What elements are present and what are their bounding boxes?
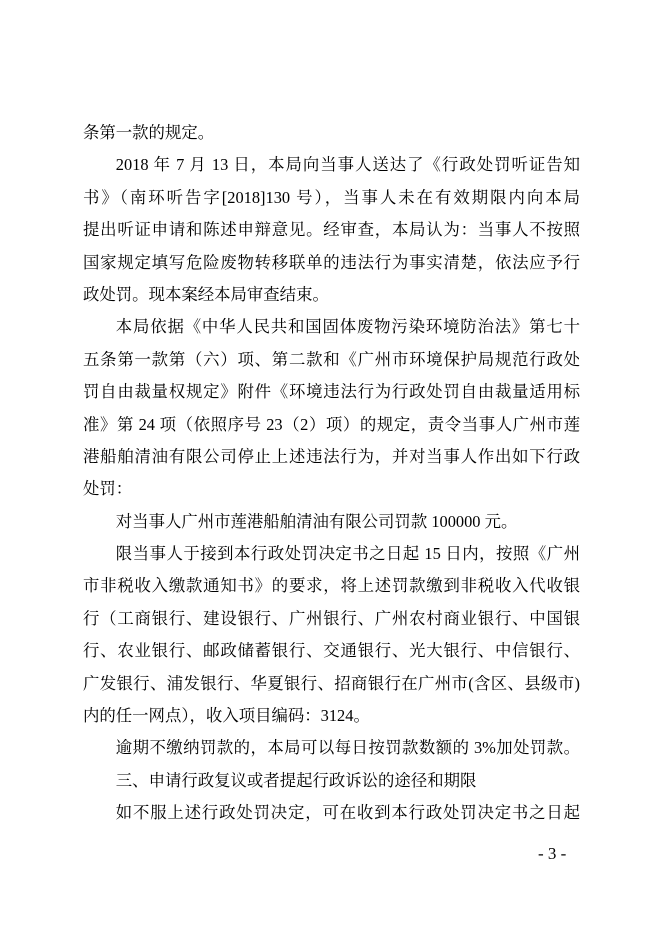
text-line: 罚自由裁量权规定》附件《环境违法行为行政处罚自由裁量适用标 (83, 382, 580, 402)
text-line: 三、申请行政复议或者提起行政诉讼的途径和期限 (115, 770, 477, 790)
text-line: 本局依据《中华人民共和国固体废物污染环境防治法》第七十 (115, 317, 580, 337)
text-line: 书》（南环听告字[2018]130 号），当事人未在有效期限内向本局 (83, 187, 580, 207)
paragraph (83, 117, 580, 149)
text-line: 港船舶清油有限公司停止上述违法行为，并对当事人作出如下行政 (83, 446, 580, 466)
text-line: 行、农业银行、邮政储蓄银行、交通银行、光大银行、中信银行、 (83, 641, 580, 661)
text-line: 广发银行、浦发银行、华夏银行、招商银行在广州市(含区、县级市) (83, 673, 580, 693)
text-line: 行（工商银行、建设银行、广州银行、广州农村商业银行、中国银 (83, 608, 580, 628)
text-line: 条第一款的规定。 (83, 123, 215, 142)
paragraph (83, 732, 580, 764)
text-line: 五条第一款第（六）项、第二款和《广州市环境保护局规范行政处 (83, 349, 580, 369)
page-number: - 3 - (538, 844, 567, 863)
section-heading (83, 765, 580, 797)
text-line: 对当事人广州市莲港船舶清油有限公司罚款 100000 元。 (115, 511, 518, 531)
text-line: 提出听证申请和陈述申辩意见。经审查，本局认为：当事人不按照 (83, 220, 580, 240)
text-line: 2018 年 7 月 13 日，本局向当事人送达了《行政处罚听证告知 (115, 155, 580, 175)
text-line: 国家规定填写危险废物转移联单的违法行为事实清楚，依法应予行 (83, 252, 580, 272)
paragraph (83, 797, 580, 829)
text-line: 内的任一网点），收入项目编码：3124。 (83, 706, 370, 726)
text-line: 处罚： (83, 479, 133, 499)
paragraph (83, 149, 580, 311)
text-line: 逾期不缴纳罚款的，本局可以每日按罚款数额的 3%加处罚款。 (115, 738, 580, 758)
text-line: 准》第 24 项（依照序号 23（2）项）的规定，责令当事人广州市莲 (83, 414, 580, 434)
text-line: 市非税收入缴款通知书》的要求，将上述罚款缴到非税收入代收银 (83, 576, 580, 596)
paragraph (83, 311, 580, 505)
paragraph (83, 506, 580, 538)
paragraph (83, 538, 580, 732)
text-line: 政处罚。现本案经本局审查结束。 (83, 284, 329, 304)
document-body (83, 117, 580, 830)
text-line: 如不服上述行政处罚决定，可在收到本行政处罚决定书之日起 (115, 803, 580, 823)
text-line: 限当事人于接到本行政处罚决定书之日起 15 日内，按照《广州 (115, 544, 580, 564)
